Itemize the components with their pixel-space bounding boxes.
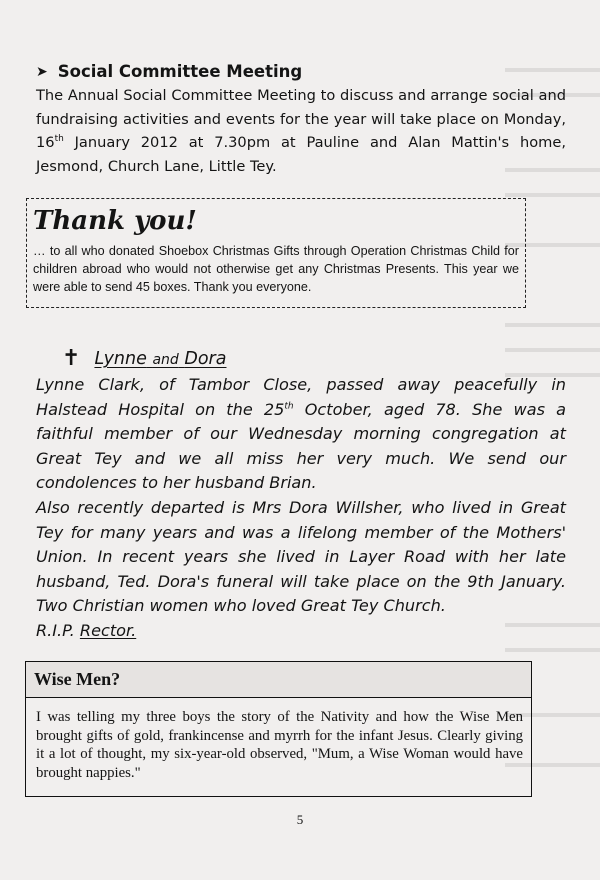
obituary-paragraph (36, 373, 566, 496)
obituary-name: Dora (184, 349, 227, 369)
wise-men-box (25, 661, 532, 797)
ordinal-suffix: th (54, 134, 64, 145)
ordinal-suffix: th (284, 401, 294, 412)
obituary-names (94, 349, 226, 369)
cross-icon: ✝ (62, 346, 81, 371)
wise-men-title: Wise Men? (34, 669, 121, 689)
obituary-text (36, 373, 566, 644)
page-number: 5 (296, 812, 304, 827)
obituary-text-part: October, aged 78. She was a faithful member of our Wednesday morning congregation at Great Tey and we all miss her very much. We send our condolences to her husband Brian. (36, 399, 566, 493)
social-committee-section (36, 60, 566, 178)
thank-you-text: … to all who donated Shoebox Christmas Gifts through Operation Christmas Child for children abroad who would not otherwise get any Christmas Presents. This year we were able to send 45 boxes. Thank you everyone. (33, 244, 519, 294)
obituary-text-part: Lynne Clark, of Tambor Close, passed away peacefully in Halstead Hospital on the 25 (36, 375, 566, 419)
social-text-part: The Annual Social Committee Meeting to discuss and arrange social and fundraising activities and events for the year will take place on Monday, 16 (36, 87, 566, 151)
obituary-conjunction: and (152, 352, 179, 368)
signoff-author: Rector. (79, 620, 137, 640)
arrow-bullet-icon: ➤ (36, 64, 48, 80)
obituary-signoff (36, 619, 566, 644)
rip-text: R.I.P. (36, 620, 75, 640)
social-text-part: January 2012 at 7.30pm at Pauline and Alan Mattin's home, Jesmond, Church Lane, Little Tey. (36, 134, 566, 175)
social-committee-title: Social Committee Meeting (57, 62, 303, 81)
obituary-name: Lynne (94, 349, 147, 369)
obituary-section (36, 345, 566, 644)
social-committee-heading (36, 60, 566, 84)
social-committee-text (36, 84, 566, 178)
obituary-paragraph (36, 496, 566, 619)
obituary-heading (36, 345, 566, 373)
thank-you-title: Thank you! (33, 206, 197, 236)
thank-you-box (26, 198, 526, 308)
obituary-text-part: Also recently departed is Mrs Dora Willsher, who lived in Great Tey for many years and was a lifelong member of the Mothers' Union. In recent years she lived in Layer Road with her late husband, Ted. Dora's funeral will take place on the 9th January. Two Christian women who loved Great Tey Church. (36, 497, 566, 616)
wise-men-header (26, 662, 531, 698)
wise-men-text: I was telling my three boys the story of the Nativity and how the Wise Men brought gifts of gold, frankincense and myrrh for the infant Jesus. Clearly giving it a lot of thought, my six-year-old observed, "Mum, a Wise Woman would have brought nappies." (36, 709, 523, 781)
